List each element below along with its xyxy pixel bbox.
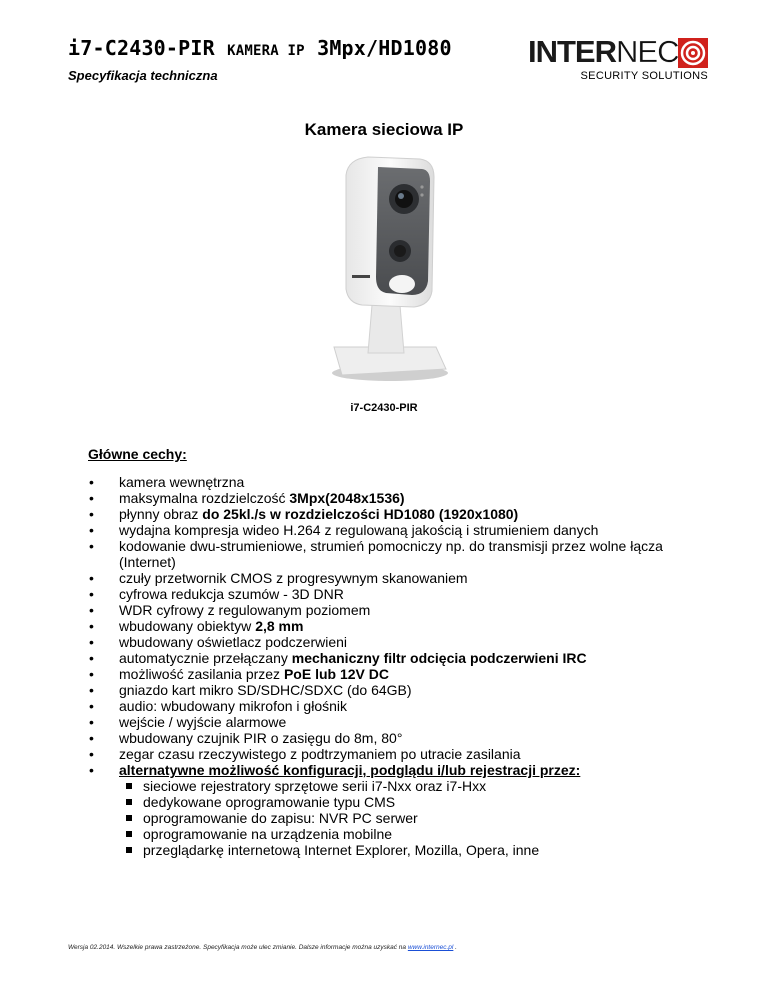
image-caption: i7-C2430-PIR (350, 402, 418, 414)
logo-wordmark (528, 34, 678, 70)
logo-emblem-icon (678, 38, 708, 68)
document-title (68, 36, 452, 60)
website-link[interactable]: www.internec.pl (407, 944, 454, 951)
logo-text-thin: NEC (616, 34, 679, 69)
model-name: i7-C2430-PIR (68, 36, 215, 60)
logo-tagline: SECURITY SOLUTIONS (580, 70, 708, 82)
feature-item: • maksymalna rozdzielczość 3Mpx(2048x1536) (88, 490, 688, 506)
resolution-label: 3Mpx/HD1080 (317, 36, 452, 60)
page-heading: Kamera sieciowa IP (304, 120, 464, 139)
sub-list-item: oprogramowanie do zapisu: NVR PC serwer (119, 810, 688, 826)
feature-item: • płynny obraz do 25kl./s w rozdzielczości HD1080 (1920x1080) (88, 506, 688, 522)
feature-item: • czuły przetwornik CMOS z progresywnym skanowaniem (88, 570, 688, 586)
features-heading: Główne cechy: (88, 446, 187, 462)
internec-logo (528, 34, 708, 86)
feature-item: • zegar czasu rzeczywistego z podtrzymaniem po utracie zasilania (88, 746, 688, 762)
camera-product-image (316, 155, 452, 387)
document-subtitle: Specyfikacja techniczna (68, 68, 218, 83)
document-header (68, 32, 708, 90)
feature-item: • audio: wbudowany mikrofon i głośnik (88, 698, 688, 714)
sub-list-item: sieciowe rejestratory sprzętowe serii i7-Nxx oraz i7-Hxx (119, 778, 688, 794)
sub-list-item: oprogramowanie na urządzenia mobilne (119, 826, 688, 842)
configuration-sub-list (119, 778, 688, 858)
feature-item: • WDR cyfrowy z regulowanym poziomem (88, 602, 688, 618)
logo-text-bold: INTER (528, 34, 616, 69)
feature-item: • automatycznie przełączany mechaniczny filtr odcięcia podczerwieni IRC (88, 650, 688, 666)
footer-text: Wersja 02.2014. Wszelkie prawa zastrzeżone. Specyfikacja może ulec zmianie. Dalsze informacje można uzyskać na (68, 944, 408, 951)
feature-item: • kodowanie dwu-strumieniowe, strumień pomocniczy np. do transmisji przez wolne łącza (Internet) (88, 538, 688, 570)
features-list (88, 474, 688, 858)
feature-item: • gniazdo kart mikro SD/SDHC/SDXC (do 64GB) (88, 682, 688, 698)
feature-item: • wbudowany czujnik PIR o zasięgu do 8m, 80° (88, 730, 688, 746)
product-type: KAMERA IP (227, 43, 305, 59)
feature-item: • cyfrowa redukcja szumów - 3D DNR (88, 586, 688, 602)
feature-item: • wbudowany obiektyw 2,8 mm (88, 618, 688, 634)
sub-list-item: dedykowane oprogramowanie typu CMS (119, 794, 688, 810)
page-footer (68, 944, 457, 951)
feature-item: • możliwość zasilania przez PoE lub 12V DC (88, 666, 688, 682)
feature-item: • kamera wewnętrzna (88, 474, 688, 490)
sub-list-item: przeglądarkę internetową Internet Explorer, Mozilla, Opera, inne (119, 842, 688, 858)
feature-item-configuration: • alternatywne możliwość konfiguracji, podglądu i/lub rejestracji przez: sieciowe rejestratory sprzętowe serii i7-Nxx oraz i7-Hxx dedykowane oprogramowanie typu CMS oprogramowanie do zapisu: NVR PC serwer oprogramowanie na urządzenia mobilne przeglądarkę internetową Internet Explorer, Mozilla, Opera, inne (88, 762, 688, 858)
feature-item: • wejście / wyjście alarmowe (88, 714, 688, 730)
feature-item: • wbudowany oświetlacz podczerwieni (88, 634, 688, 650)
footer-tail: . (453, 944, 457, 951)
feature-item: • wydajna kompresja wideo H.264 z regulowaną jakością i strumieniem danych (88, 522, 688, 538)
